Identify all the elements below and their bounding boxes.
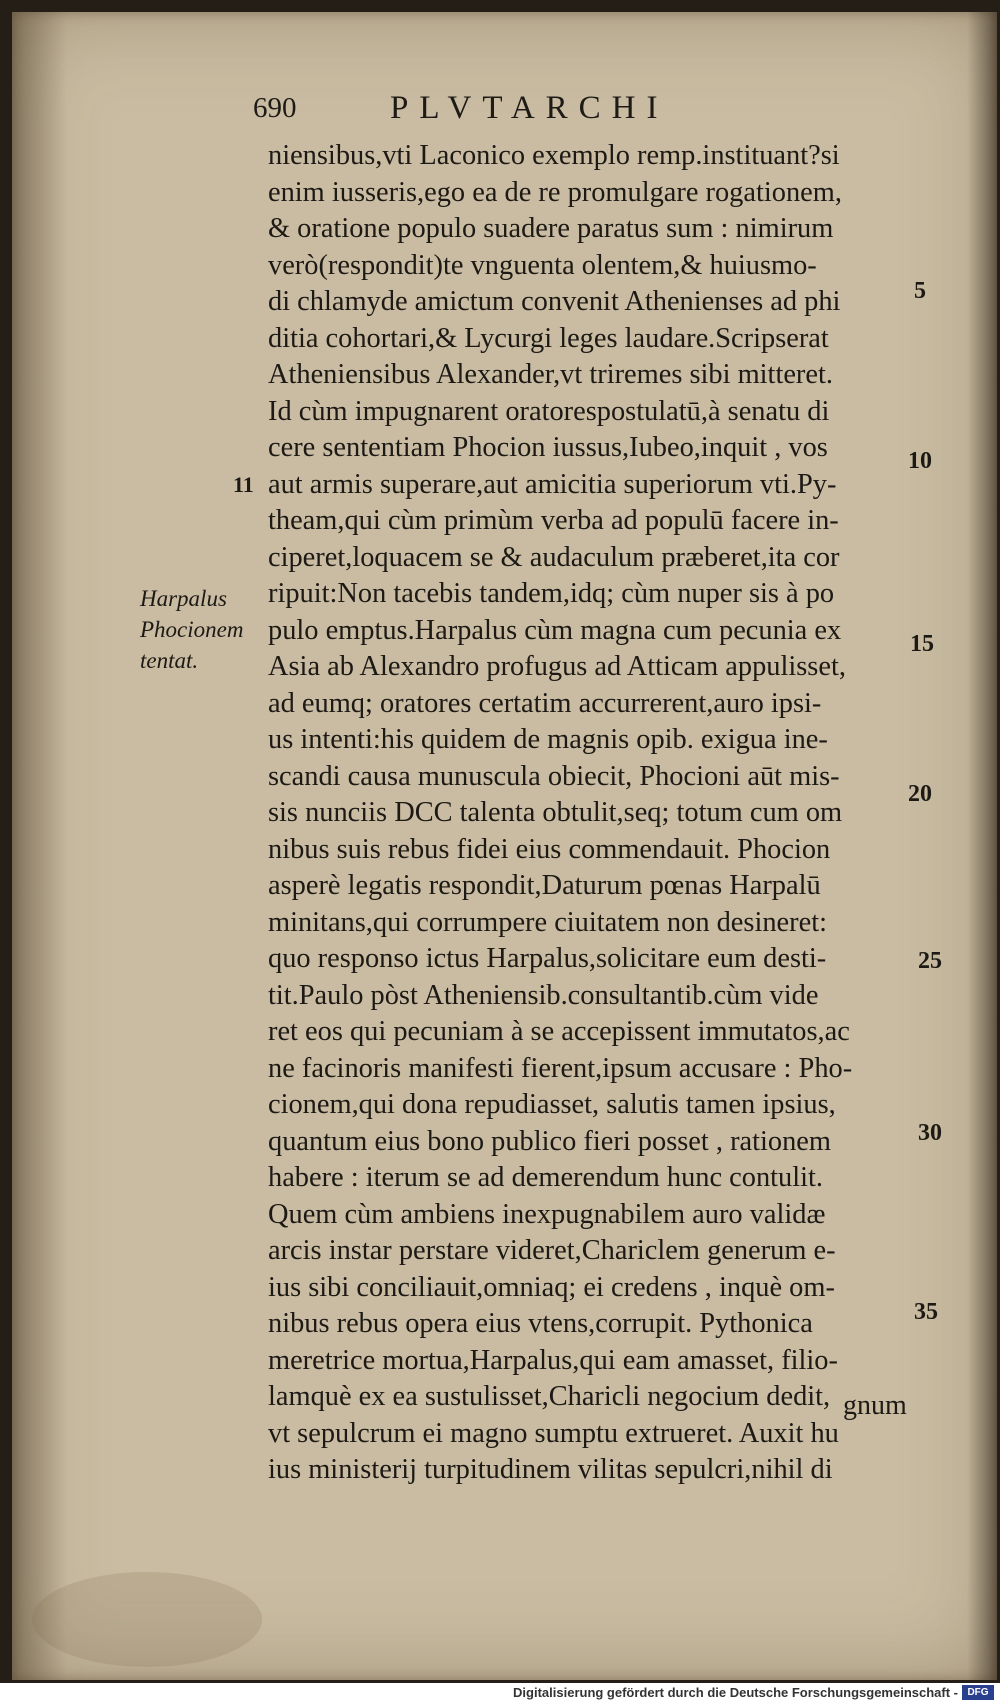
text-line: nibus rebus opera eius vtens,corrupit. Pythonica [268, 1308, 813, 1339]
text-line: quo responso ictus Harpalus,solicitare eum desti- [268, 943, 827, 974]
page-edge-shadow [967, 12, 997, 1680]
marginal-note-line: Harpalus [140, 586, 227, 611]
text-line: di chlamyde amictum convenit Athenienses ad phi [268, 286, 841, 317]
text-line: ret eos qui pecuniam à se accepissent immutatos,ac [268, 1016, 850, 1047]
line-number: 10 [908, 448, 932, 474]
running-title: PLVTARCHI [390, 90, 669, 126]
text-line: vt sepulcrum ei magno sumptu extrueret. Auxit hu [268, 1417, 839, 1449]
text-line: niensibus,vti Laconico exemplo remp.instituant?si [268, 140, 840, 171]
gutter-shadow [12, 12, 67, 1680]
text-line: cionem,qui dona repudiasset, salutis tamen ipsius, [268, 1089, 836, 1120]
footer-bar [0, 1683, 1000, 1703]
text-line: enim iusseris,ego ea de re promulgare rogationem, [268, 176, 842, 208]
text-line: verò(respondit)te vnguenta olentem,& huiusmo- [268, 249, 817, 281]
body-text [268, 138, 908, 1489]
text-line: sis nunciis DCC talenta obtulit,seq; totum cum om [268, 797, 843, 828]
text-line: habere : iterum se ad demerendum hunc contulit. [268, 1162, 824, 1193]
marginal-note-line: tentat. [140, 648, 199, 673]
text-line: ius ministerij turpitudinem vilitas sepulcri,nihil di [268, 1454, 833, 1485]
text-line: ditia cohortari,& Lycurgi leges laudare.Scripserat [268, 322, 829, 354]
text-line: theam,qui cùm primùm verba ad populū facere in- [268, 505, 839, 536]
text-line: pulo emptus.Harpalus cùm magna cum pecunia ex [268, 614, 842, 646]
text-line: Asia ab Alexandro profugus ad Atticam appulisset, [268, 651, 846, 682]
marginal-note-line: Phocionem [140, 617, 244, 642]
text-line: cere sententiam Phocion iussus,Iubeo,inquit , vos [268, 432, 828, 463]
text-line: ius sibi conciliauit,omniaq; ei credens , inquè om- [268, 1271, 835, 1303]
text-line: tit.Paulo pòst Atheniensib.consultantib.cùm vide [268, 979, 819, 1011]
text-line: arcis instar perstare videret,Chariclem generum e- [268, 1235, 836, 1266]
text-line: scandi causa munuscula obiecit, Phocioni aūt mis- [268, 760, 840, 792]
text-line: ciperet,loquacem se & audaculum præberet,ita cor [268, 541, 840, 573]
text-line: lamquè ex ea sustulisset,Charicli negocium dedit, [268, 1381, 831, 1412]
page-number: 690 [253, 92, 297, 124]
marginal-note [140, 583, 243, 676]
text-line: quantum eius bono publico fieri posset , rationem [268, 1125, 831, 1157]
text-line: ne facinoris manifesti fierent,ipsum accusare : Pho- [268, 1052, 853, 1084]
dfg-logo: DFG [962, 1685, 994, 1700]
catchword: gnum [843, 1390, 907, 1421]
page-header [253, 92, 833, 128]
line-number: 30 [918, 1120, 942, 1146]
paper-stain [32, 1572, 262, 1667]
line-number: 25 [918, 948, 942, 974]
text-line: ripuit:Non tacebis tandem,idq; cùm nuper sis à po [268, 578, 835, 609]
text-line: us intenti:his quidem de magnis opib. exigua ine- [268, 724, 828, 755]
section-marker: 11 [233, 472, 254, 497]
line-number: 5 [914, 278, 926, 304]
text-line: Atheniensibus Alexander,vt triremes sibi mitteret. [268, 359, 833, 390]
funding-credit: Digitalisierung gefördert durch die Deutsche Forschungsgemeinschaft - [513, 1685, 958, 1700]
text-line: asperè legatis respondit,Daturum pœnas Harpalū [268, 870, 821, 901]
text-line: aut armis superare,aut amicitia superiorum vti.Py- [268, 468, 837, 500]
text-line: & oratione populo suadere paratus sum : nimirum [268, 213, 834, 244]
text-line: minitans,qui corrumpere ciuitatem non desineret: [268, 906, 827, 938]
text-line: Id cùm impugnarent oratorespostulatū,à senatu di [268, 395, 830, 427]
line-number: 20 [908, 781, 932, 807]
text-line: meretrice mortua,Harpalus,qui eam amasset, filio- [268, 1344, 838, 1376]
text-line: ad eumq; oratores certatim accurrerent,auro ipsi- [268, 687, 822, 719]
text-line: Quem cùm ambiens inexpugnabilem auro validæ [268, 1198, 826, 1230]
text-line: nibus suis rebus fidei eius commendauit. Phocion [268, 833, 831, 865]
line-number: 15 [910, 631, 934, 657]
line-number: 35 [914, 1299, 938, 1325]
